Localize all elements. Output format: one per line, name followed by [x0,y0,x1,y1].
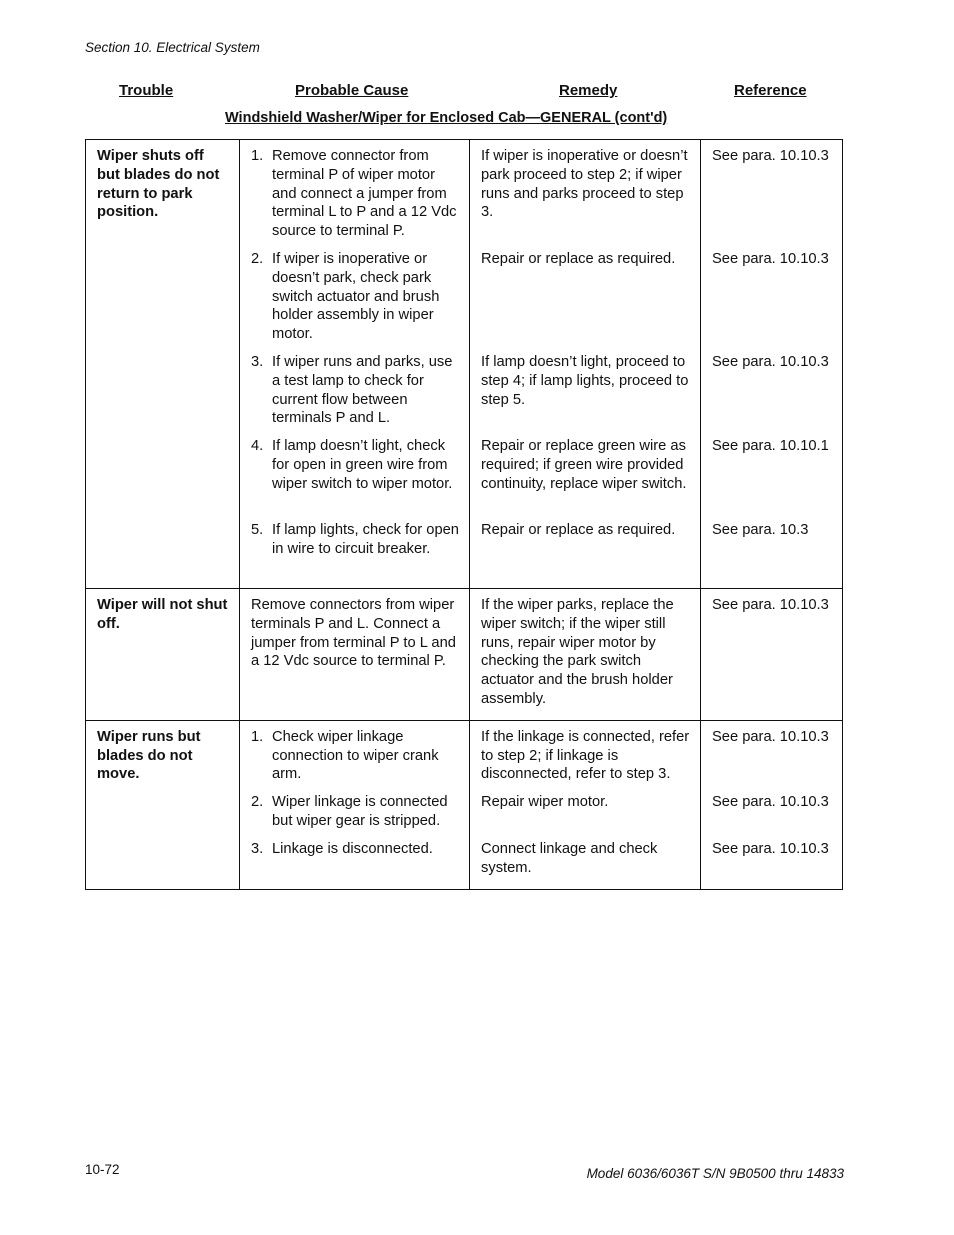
list-item [251,147,459,241]
remedy-cell [470,720,701,889]
reference-cell [701,720,843,889]
step-remedy: Repair or replace green wire as required; if green wire provided continuity, replace wiper switch. [481,438,687,492]
probable-cause-cell [240,140,470,589]
step-cause: If wiper runs and parks, use a test lamp to check for current flow between terminals P and L. [272,354,453,427]
step-cause: Wiper linkage is connected but wiper gear is stripped. [272,793,448,829]
step-number: 4. [251,438,264,454]
trouble-cell: Wiper will not shut off. [86,589,240,721]
step-remedy: Repair wiper motor. [481,793,609,810]
step-number: 1. [251,148,264,164]
step-reference: See para. 10.10.3 [712,793,829,810]
list-item [251,353,459,428]
step-remedy: If lamp doesn’t light, proceed to step 4; if lamp lights, proceed to step 5. [481,354,689,408]
table-row [86,140,843,589]
table-title: Windshield Washer/Wiper for Enclosed Cab—GENERAL (cont'd) [225,110,668,126]
list-item [251,840,459,878]
column-header-reference: Reference [734,82,807,99]
list-item [251,793,459,831]
step-number: 2. [251,251,264,267]
step-remedy: Connect linkage and check system. [481,840,658,876]
step-reference: See para. 10.10.1 [712,438,829,454]
step-remedy: If wiper is inoperative or doesn’t park proceed to step 2; if wiper runs and parks proceed to step 3. [481,148,688,221]
step-remedy: Repair or replace as required. [481,251,676,267]
list-item [251,521,459,577]
troubleshooting-table [85,139,843,890]
step-number: 1. [251,728,264,745]
remedy-cell: If the wiper parks, replace the wiper switch; if the wiper still runs, repair wiper motor by checking the park switch actuator and the brush holder assembly. [470,589,701,721]
column-header-trouble: Trouble [119,82,174,99]
table-row [86,720,843,889]
step-reference: See para. 10.10.3 [712,354,829,370]
column-headers [0,82,954,102]
reference-cell [701,140,843,589]
step-reference: See para. 10.3 [712,522,809,538]
list-item [251,728,459,784]
section-header: Section 10. Electrical System [85,40,260,55]
step-number: 3. [251,840,264,857]
trouble-cell: Wiper shuts off but blades do not return to park position. [86,140,240,589]
step-cause: Linkage is disconnected. [272,840,433,857]
step-cause: Remove connector from terminal P of wiper motor and connect a jumper from terminal L to P and a 12 Vdc source to terminal P. [272,148,457,240]
trouble-cell: Wiper runs but blades do not move. [86,720,240,889]
column-header-remedy: Remedy [559,82,618,99]
step-remedy: Repair or replace as required. [481,522,676,538]
step-cause: If wiper is inoperative or doesn’t park, check park switch actuator and brush holder assembly in wiper motor. [272,251,440,343]
step-reference: See para. 10.10.3 [712,148,829,164]
reference-cell: See para. 10.10.3 [701,589,843,721]
step-remedy: If the linkage is connected, refer to step 2; if linkage is disconnected, refer to step 3. [481,728,690,783]
remedy-cell [470,140,701,589]
list-item [251,250,459,344]
model-footer: Model 6036/6036T S/N 9B0500 thru 14833 [586,1166,844,1181]
page-number: 10-72 [85,1162,120,1177]
list-item [251,437,459,512]
step-reference: See para. 10.10.3 [712,840,829,857]
step-cause: If lamp lights, check for open in wire to circuit breaker. [272,522,459,557]
probable-cause-cell: Remove connectors from wiper terminals P and L. Connect a jumper from terminal P to L and a 12 Vdc source to terminal P. [240,589,470,721]
step-reference: See para. 10.10.3 [712,728,829,745]
step-number: 2. [251,793,264,810]
table-row [86,589,843,721]
step-number: 3. [251,354,264,370]
step-cause: Check wiper linkage connection to wiper crank arm. [272,728,439,783]
step-number: 5. [251,522,264,538]
probable-cause-cell [240,720,470,889]
step-reference: See para. 10.10.3 [712,251,829,267]
column-header-probable-cause: Probable Cause [295,82,409,99]
step-cause: If lamp doesn’t light, check for open in green wire from wiper switch to wiper motor. [272,438,453,492]
